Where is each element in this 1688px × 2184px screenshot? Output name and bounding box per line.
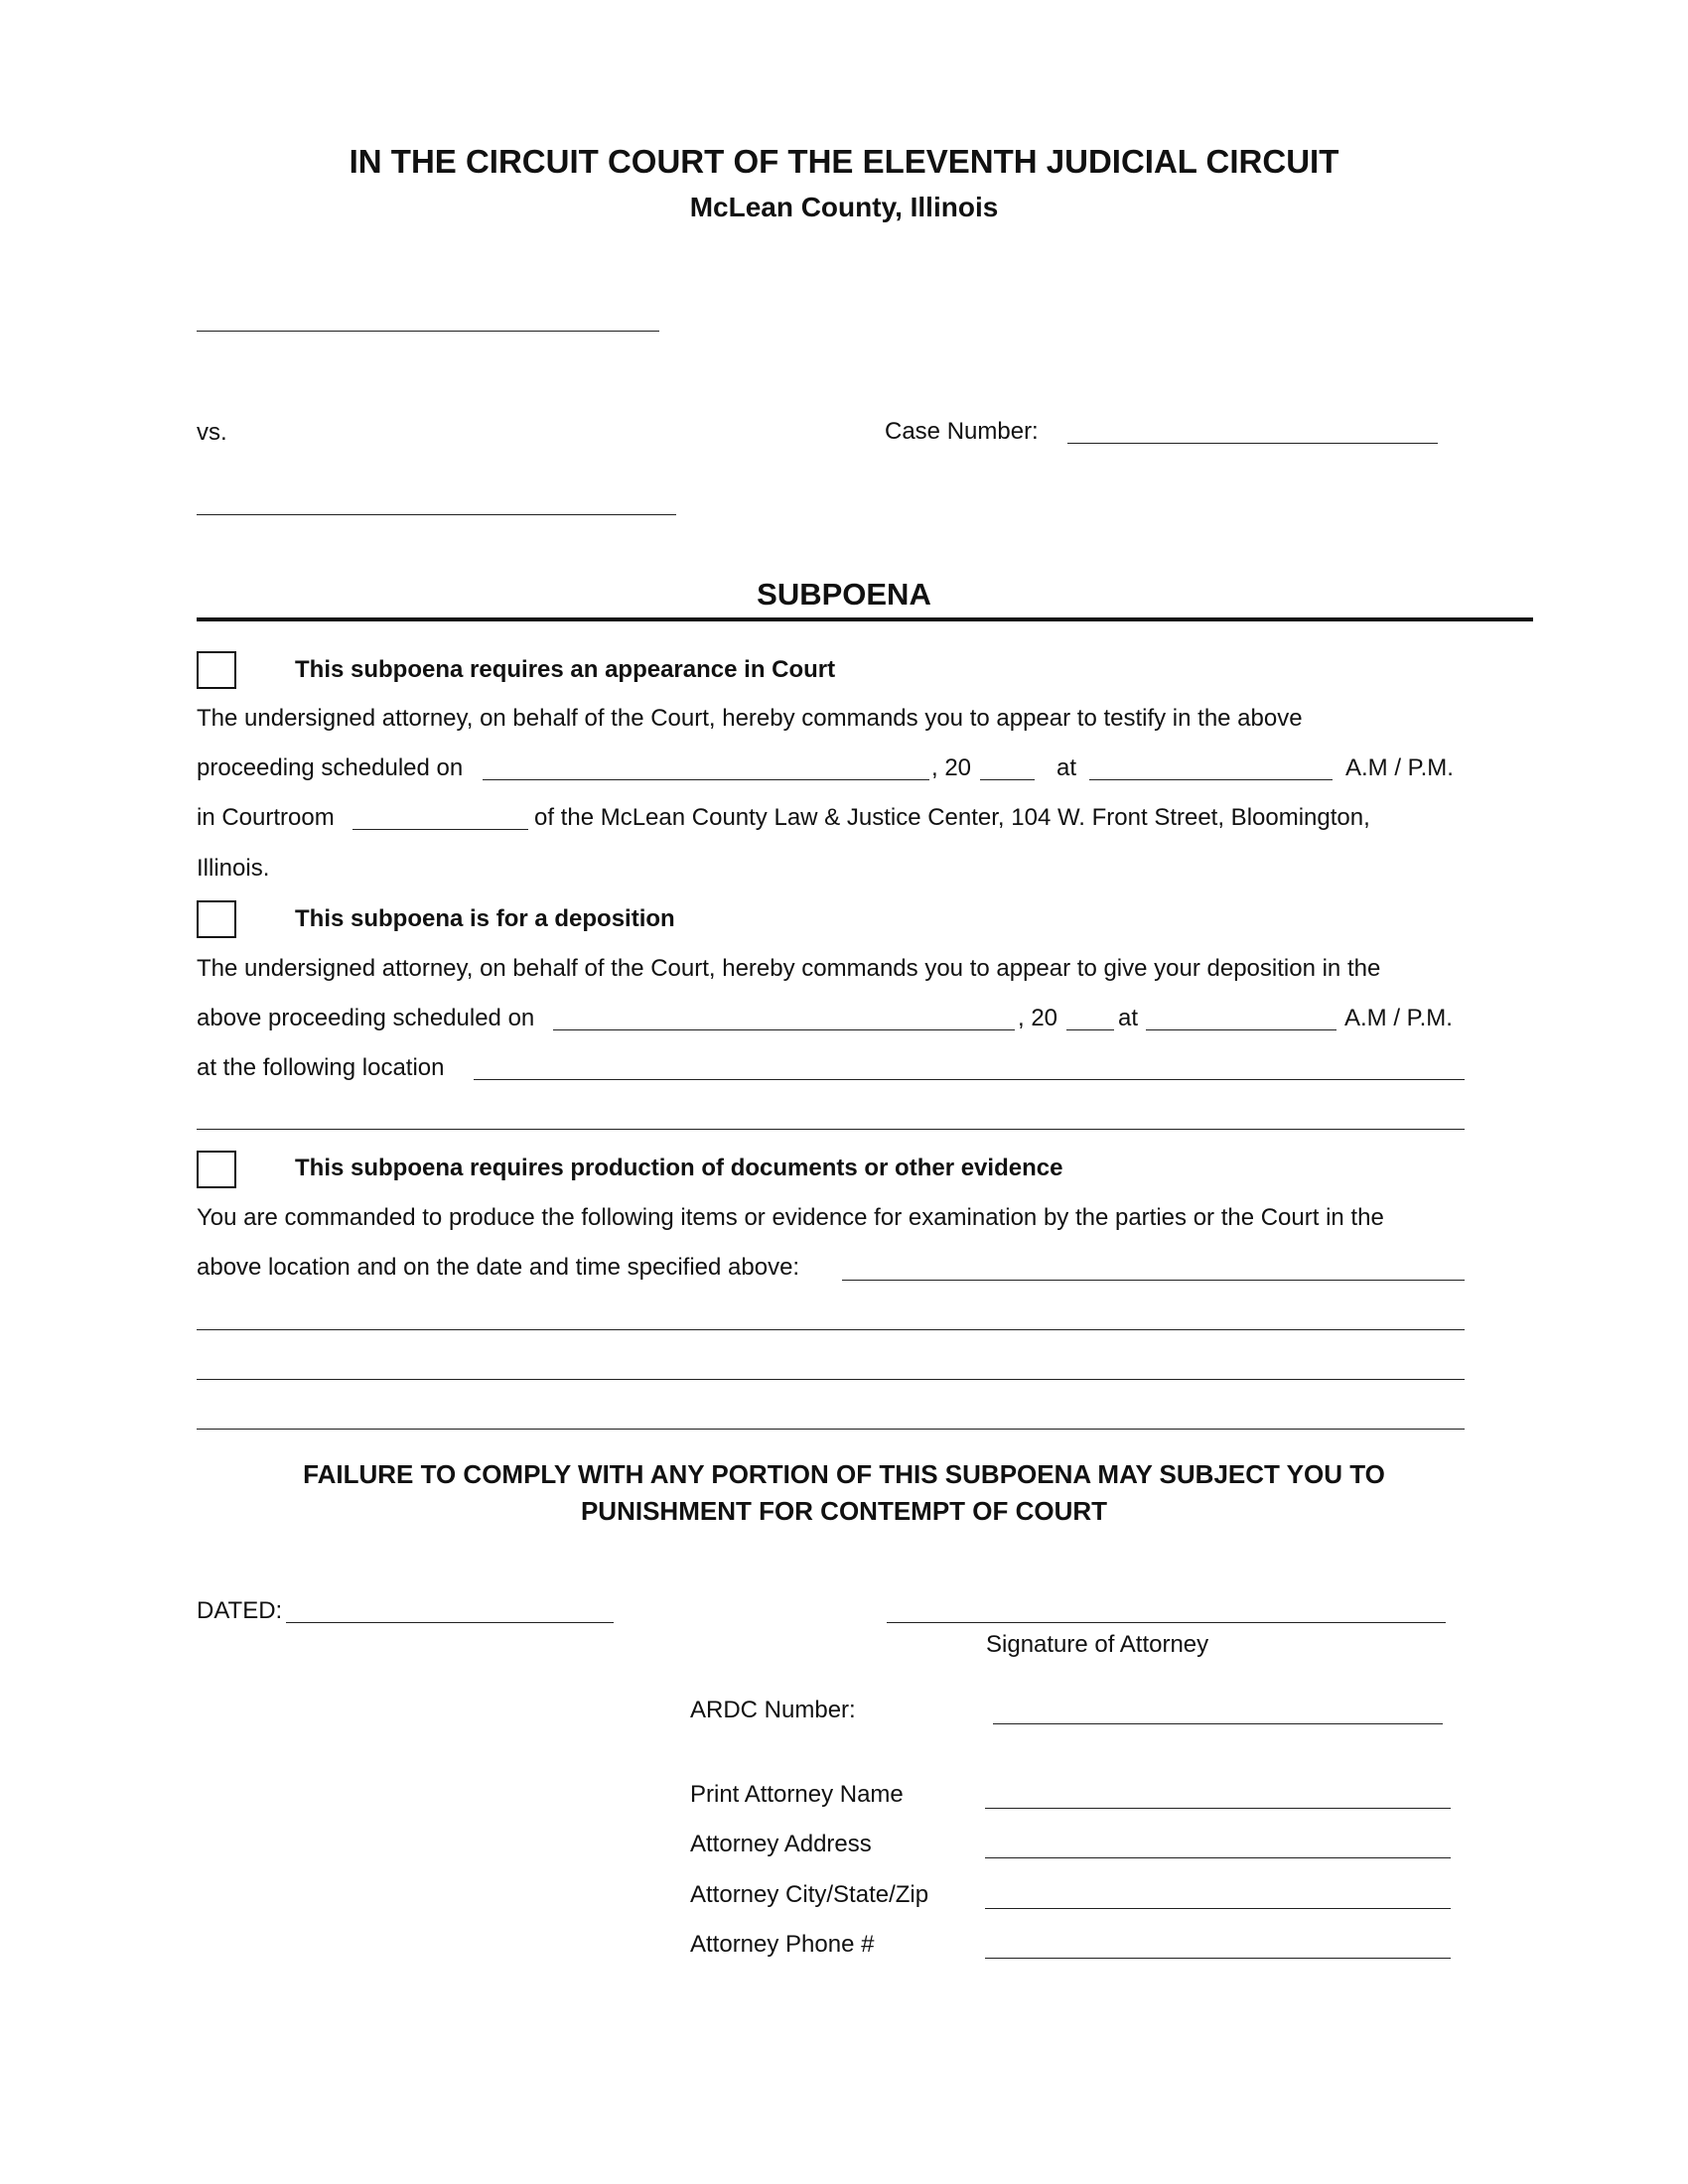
case-number-label: Case Number:	[885, 418, 1039, 445]
print-name-line[interactable]	[985, 1808, 1451, 1809]
deposition-checkbox[interactable]	[197, 900, 236, 938]
documents-items-line4[interactable]	[197, 1429, 1465, 1430]
title-rule	[197, 617, 1533, 621]
deposition-year-line[interactable]	[1066, 1029, 1114, 1030]
deposition-text-location: at the following location	[197, 1054, 445, 1081]
court-text-ampm: A.M / P.M.	[1345, 754, 1454, 781]
deposition-text-year: , 20	[1018, 1005, 1058, 1031]
documents-text-line2: above location and on the date and time specified above:	[197, 1254, 800, 1281]
deposition-text-line1: The undersigned attorney, on behalf of the Court, hereby commands you to appear to give your deposition in the	[197, 955, 1381, 982]
signature-line[interactable]	[887, 1622, 1446, 1623]
documents-text-line1: You are commanded to produce the following items or evidence for examination by the parties or the Court in the	[197, 1204, 1384, 1231]
deposition-heading: This subpoena is for a deposition	[295, 905, 675, 932]
courtroom-line[interactable]	[352, 829, 528, 830]
court-text-at: at	[1056, 754, 1077, 781]
court-text-location: of the McLean County Law & Justice Center, 104 W. Front Street, Bloomington,	[534, 804, 1370, 831]
court-text-courtroom: in Courtroom	[197, 804, 335, 831]
deposition-location-line1[interactable]	[474, 1079, 1465, 1080]
dated-label: DATED:	[197, 1597, 283, 1624]
court-appearance-checkbox[interactable]	[197, 651, 236, 689]
city-label: Attorney City/State/Zip	[690, 1881, 929, 1908]
warning-line1: FAILURE TO COMPLY WITH ANY PORTION OF THIS SUBPOENA MAY SUBJECT YOU TO	[303, 1459, 1385, 1489]
court-text-scheduled: proceeding scheduled on	[197, 754, 464, 781]
address-label: Attorney Address	[690, 1831, 872, 1857]
subpoena-title: SUBPOENA	[757, 577, 931, 612]
court-text-line1: The undersigned attorney, on behalf of the Court, hereby commands you to appear to testify in the above	[197, 705, 1303, 732]
case-number-line[interactable]	[1067, 443, 1438, 444]
phone-label: Attorney Phone #	[690, 1931, 875, 1958]
plaintiff-line[interactable]	[197, 331, 659, 332]
signature-label: Signature of Attorney	[986, 1631, 1209, 1658]
warning-line2: PUNISHMENT FOR CONTEMPT OF COURT	[580, 1496, 1108, 1526]
deposition-date-line[interactable]	[553, 1029, 1015, 1030]
county-title: McLean County, Illinois	[689, 192, 999, 222]
vs-label: vs.	[197, 419, 227, 446]
deposition-text-ampm: A.M / P.M.	[1344, 1005, 1453, 1031]
court-year-line[interactable]	[980, 779, 1035, 780]
deposition-location-line2[interactable]	[197, 1129, 1465, 1130]
documents-checkbox[interactable]	[197, 1151, 236, 1188]
address-line[interactable]	[985, 1857, 1451, 1858]
documents-items-line3[interactable]	[197, 1379, 1465, 1380]
documents-items-line2[interactable]	[197, 1329, 1465, 1330]
court-time-line[interactable]	[1089, 779, 1333, 780]
dated-line[interactable]	[286, 1622, 614, 1623]
print-name-label: Print Attorney Name	[690, 1781, 904, 1808]
court-appearance-heading: This subpoena requires an appearance in Court	[295, 656, 836, 683]
court-text-year: , 20	[931, 754, 972, 781]
ardc-line[interactable]	[993, 1723, 1443, 1724]
documents-heading: This subpoena requires production of documents or other evidence	[295, 1155, 1063, 1181]
deposition-text-at: at	[1118, 1005, 1139, 1031]
deposition-time-line[interactable]	[1146, 1029, 1336, 1030]
defendant-line[interactable]	[197, 514, 676, 515]
court-date-line[interactable]	[483, 779, 929, 780]
deposition-text-scheduled: above proceeding scheduled on	[197, 1005, 535, 1031]
court-text-illinois: Illinois.	[197, 855, 270, 882]
city-line[interactable]	[985, 1908, 1451, 1909]
phone-line[interactable]	[985, 1958, 1451, 1959]
court-title: IN THE CIRCUIT COURT OF THE ELEVENTH JUDICIAL CIRCUIT	[349, 143, 1339, 180]
documents-items-line1[interactable]	[842, 1280, 1465, 1281]
ardc-label: ARDC Number:	[690, 1697, 856, 1723]
